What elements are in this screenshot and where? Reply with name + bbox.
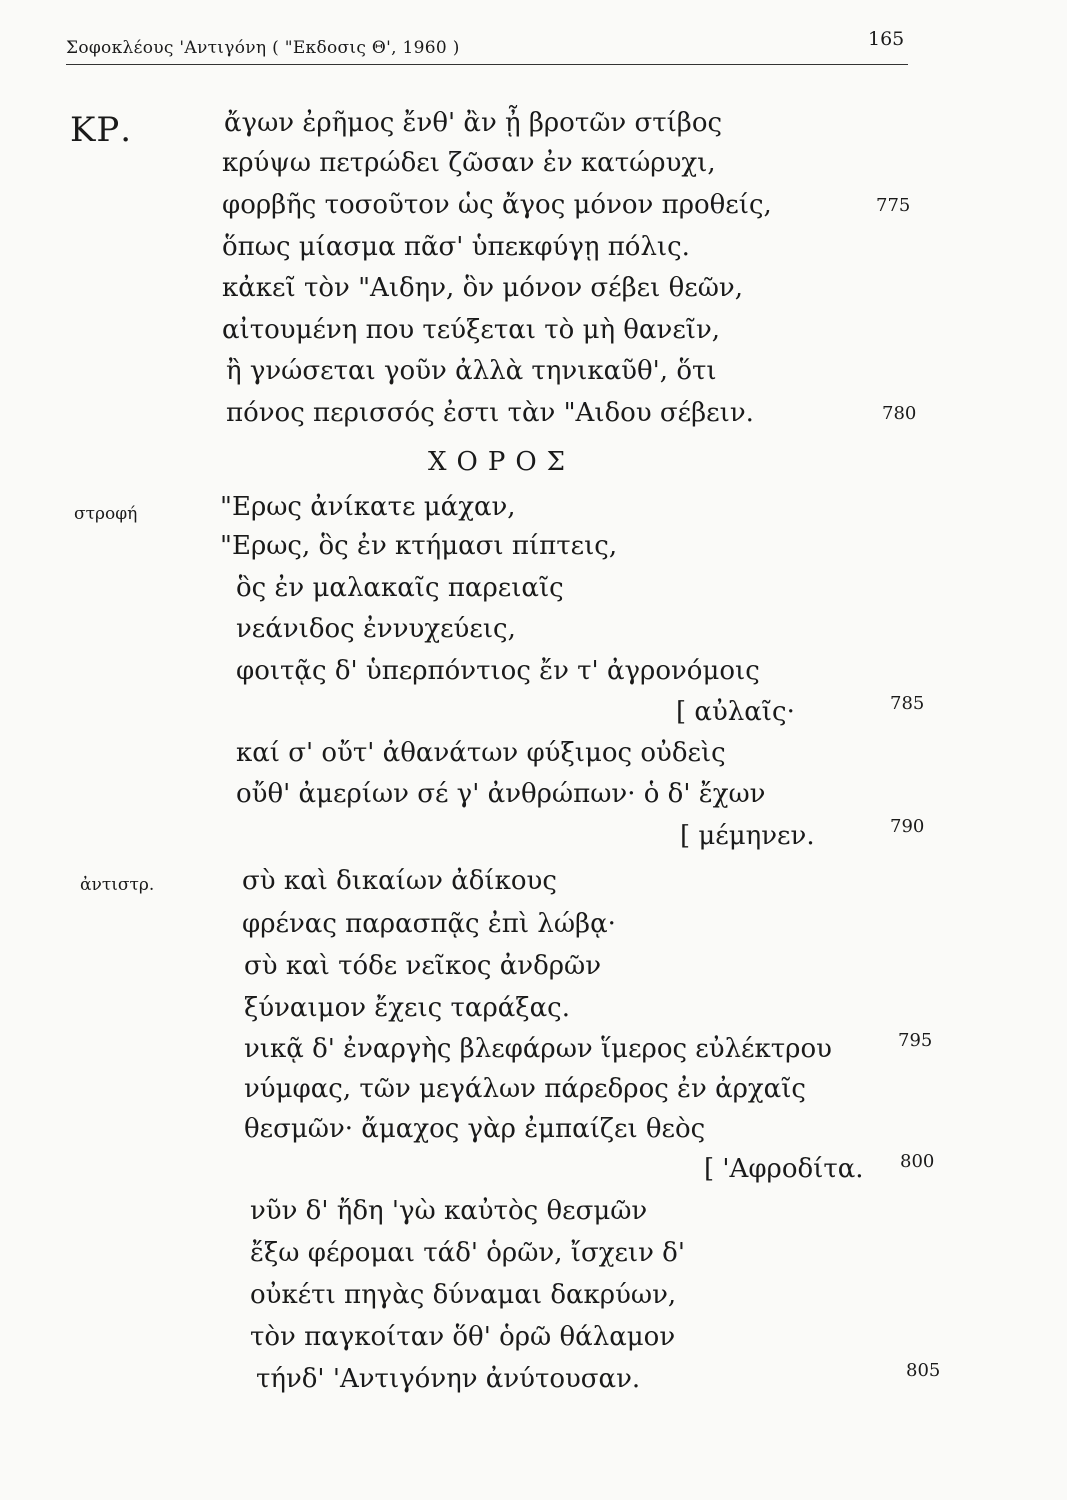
verse-line: ἄγων ἐρῆμος ἔνθ' ἂν ᾖ βροτῶν στίβος [224, 108, 723, 138]
verse-line: ἢ γνώσεται γοῦν ἀλλὰ τηνικαῦθ', ὅτι [226, 356, 717, 386]
verse-line: σὺ καὶ δικαίων ἀδίκους [242, 866, 557, 896]
verse-line: οὐκέτι πηγὰς δύναμαι δακρύων, [250, 1280, 677, 1310]
line-number: 805 [906, 1360, 941, 1381]
verse-line: τὸν παγκοίταν ὅθ' ὁρῶ θάλαμον [250, 1322, 676, 1352]
verse-line-continuation: [ αὐλαῖς· [676, 697, 795, 727]
line-number: 795 [898, 1030, 933, 1051]
verse-line-continuation: [ 'Αφροδίτα. [704, 1154, 864, 1184]
running-header-title: Σοφοκλέους 'Αντιγόνη ( "Εκδοσις Θ', 1960 ) [66, 38, 460, 58]
header-rule [66, 64, 908, 65]
speaker-label: ΚΡ. [70, 110, 133, 150]
strophe-label: στροφή [74, 504, 138, 524]
verse-line: κρύψω πετρώδει ζῶσαν ἐν κατώρυχι, [222, 148, 716, 178]
verse-line: αἰτουμένη που τεύξεται τὸ μὴ θανεῖν, [222, 315, 721, 345]
verse-line: "Ερως ἀνίκατε μάχαν, [220, 492, 516, 522]
verse-line: ὃς ἐν μαλακαῖς παρειαῖς [236, 573, 564, 603]
verse-line: θεσμῶν· ἄμαχος γὰρ ἐμπαίζει θεὸς [244, 1114, 706, 1144]
verse-line: νῦν δ' ἤδη 'γὼ καὐτὸς θεσμῶν [250, 1196, 648, 1226]
verse-line: ἔξω φέρομαι τάδ' ὁρῶν, ἴσχειν δ' [250, 1238, 685, 1268]
verse-line: φοιτᾷς δ' ὑπερπόντιος ἔν τ' ἀγρονόμοις [236, 656, 760, 686]
verse-line: ὅπως μίασμα πᾶσ' ὑπεκφύγῃ πόλις. [222, 232, 690, 262]
verse-line: νεάνιδος ἐννυχεύεις, [236, 614, 516, 644]
verse-line: καί σ' οὔτ' ἀθανάτων φύξιμος οὐδεὶς [236, 738, 726, 768]
verse-line: "Ερως, ὃς ἐν κτήμασι πίπτεις, [220, 531, 618, 561]
line-number: 775 [876, 195, 911, 216]
verse-line: πόνος περισσός ἐστι τὰν "Αιδου σέβειν. [226, 398, 754, 428]
verse-line: φρένας παρασπᾷς ἐπὶ λώβᾳ· [242, 909, 616, 939]
line-number: 780 [882, 403, 917, 424]
line-number: 785 [890, 693, 925, 714]
line-number: 800 [900, 1151, 935, 1172]
verse-line: φορβῆς τοσοῦτον ὡς ἄγος μόνον προθείς, [222, 190, 772, 220]
verse-line: τήνδ' 'Αντιγόνην ἀνύτουσαν. [256, 1364, 641, 1394]
page-number: 165 [868, 28, 905, 50]
verse-line: σὺ καὶ τόδε νεῖκος ἀνδρῶν [244, 951, 602, 981]
line-number: 790 [890, 816, 925, 837]
verse-line: κἀκεῖ τὸν "Αιδην, ὃν μόνον σέβει θεῶν, [222, 273, 743, 303]
antistrophe-label: ἀντιστρ. [80, 875, 155, 895]
chorus-heading: ΧΟΡΟΣ [428, 447, 576, 477]
verse-line: ξύναιμον ἔχεις ταράξας. [244, 993, 570, 1023]
verse-line-continuation: [ μέμηνεν. [680, 821, 815, 851]
verse-line: νικᾷ δ' ἐναργὴς βλεφάρων ἵμερος εὐλέκτρου [244, 1034, 832, 1064]
verse-line: νύμφας, τῶν μεγάλων πάρεδρος ἐν ἀρχαῖς [244, 1074, 806, 1104]
verse-line: οὔθ' ἀμερίων σέ γ' ἀνθρώπων· ὁ δ' ἔχων [236, 779, 766, 809]
